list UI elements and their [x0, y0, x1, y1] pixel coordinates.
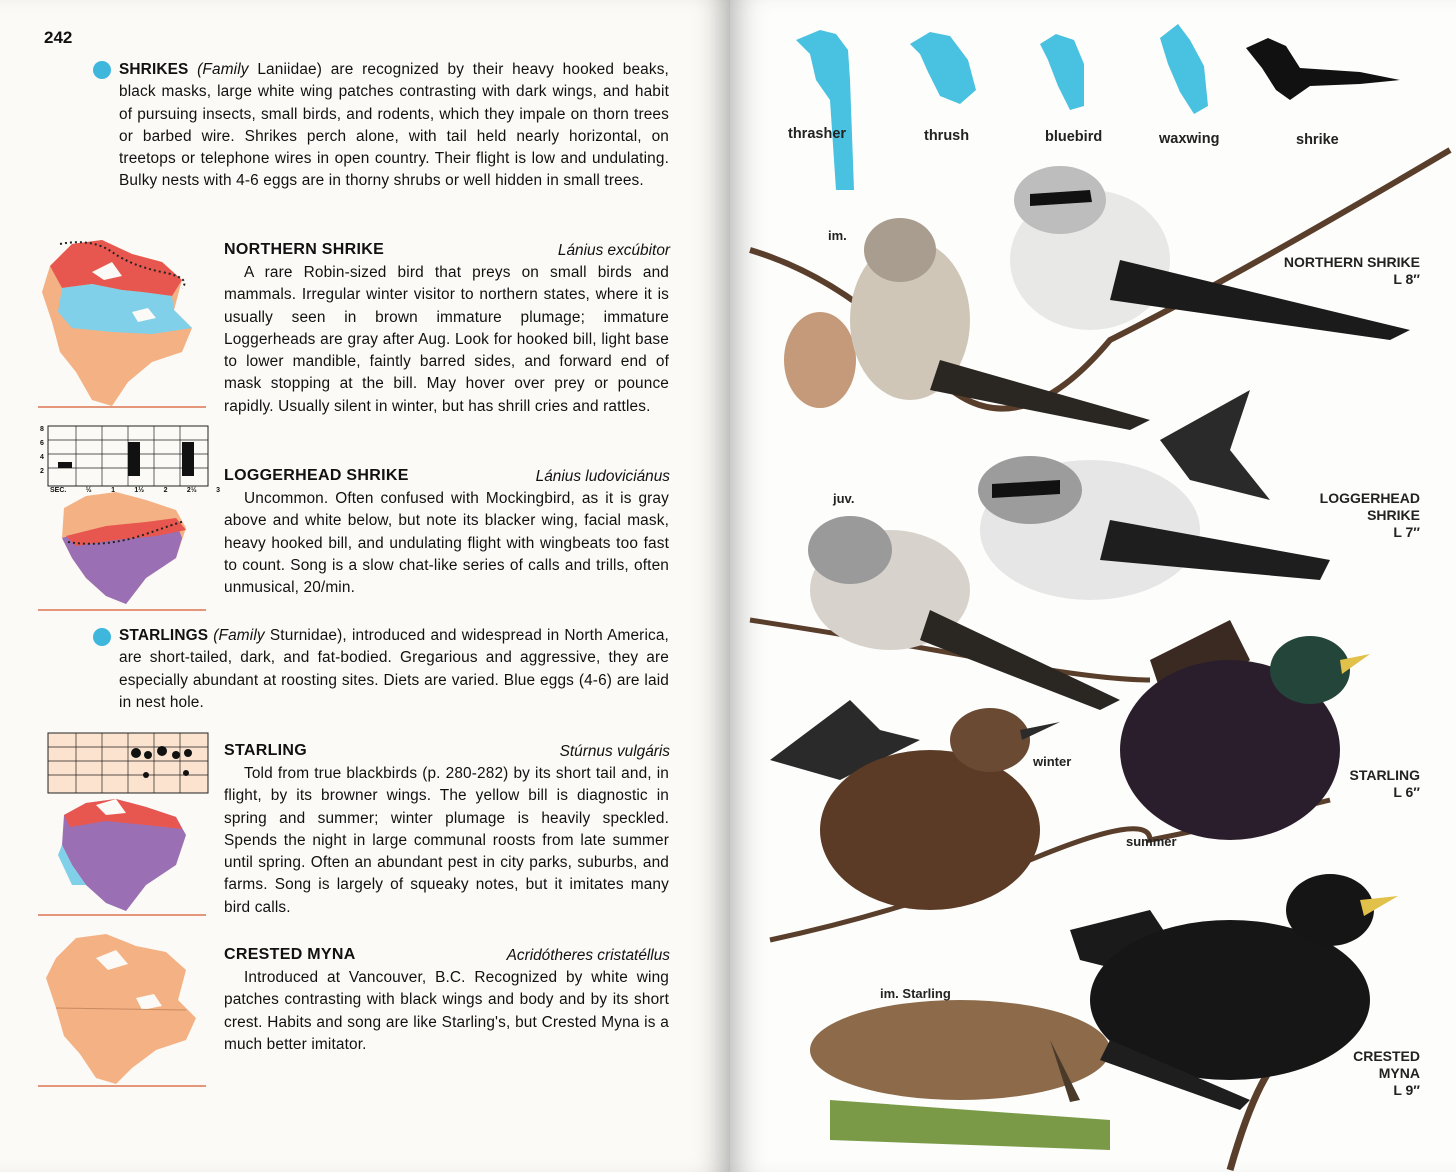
section-rule [38, 914, 206, 916]
family-name: SHRIKES [119, 61, 189, 78]
waxwing-silhouette-icon [1160, 24, 1208, 114]
page-number: 242 [44, 28, 73, 47]
family-name: STARLINGS [119, 627, 209, 644]
species-latin-name: Lánius excúbitor [557, 242, 670, 259]
plate-small-label: summer [1126, 834, 1177, 849]
silhouette-label: thrush [924, 128, 970, 144]
family-bullet-icon [93, 61, 111, 79]
family-bullet-icon [93, 628, 111, 646]
plate-species-label: NORTHERN SHRIKE L 8″ [1283, 254, 1420, 287]
species-description: Told from true blackbirds (p. 280-282) by its short tail and, in flight, by its browner wings. The yellow bill is diagnostic in spring and summer; winter plumage is heavily speckled. Spends the night in large communal roosts from late summer until spring. Often an abundant pest in city parks, suburbs, and farms. Song is largely of squeaky notes, but it imitates many bird calls. [224, 765, 669, 916]
loggerhead-sonagram [36, 418, 216, 614]
plate-small-label: winter [1033, 754, 1072, 769]
silhouette-label: thrasher [788, 126, 847, 142]
species-latin-name: Acridótheres cristatéllus [506, 947, 670, 964]
silhouette-label: bluebird [1045, 129, 1103, 145]
sonagram-x-ticks: SEC. ½ 1 1½ 2 2½ 3 [50, 487, 220, 494]
bluebird-silhouette-icon [1040, 34, 1084, 110]
northern-shrike-adult-illustration [1010, 166, 1410, 340]
silhouette-label: shrike [1296, 132, 1339, 148]
immature-starling-illustration [810, 1000, 1110, 1150]
right-page [730, 0, 1456, 1172]
section-rule [38, 1085, 206, 1087]
species-name: NORTHERN SHRIKE [224, 241, 385, 258]
flying-shrike-illustration [1160, 390, 1270, 500]
thrush-silhouette-icon [910, 32, 976, 104]
northern-shrike-range-map [32, 232, 212, 410]
section-rule [38, 406, 206, 408]
plate-species-label: LOGGERHEAD SHRIKE L 7″ [1319, 490, 1420, 540]
shrike-silhouette-icon [1246, 38, 1400, 100]
species-latin-name: Stúrnus vulgáris [559, 743, 670, 760]
plate-species-label: STARLING L 6″ [1349, 767, 1420, 800]
species-description: Introduced at Vancouver, B.C. Recognized by white wing patches contrasting with black wings and body and by its short crest. Habits and song are like Starling's, but Crested Myna is a much better imitator. [224, 969, 669, 1053]
section-rule [38, 609, 206, 611]
shrikes-family-paragraph: SHRIKES (Family Laniidae) are recognized by their heavy hooked beaks, black masks, large white wing patches contrasting with dark wings, and habit of pursuing insects, small birds, and rodents, which they impale on thorn trees or barbed wire. Shrikes perch alone, with tail held nearly horizontal, on treetops or telephone wires in open country. Their flight is low and undulating. Bulky nests with 4-6 eggs are in thorny shrubs or well hidden in small trees. [119, 61, 669, 190]
species-latin-name: Lánius ludoviciánus [535, 468, 670, 485]
species-description: Uncommon. Often confused with Mockingbird, as it is gray above and white below, but note its blacker wing, facial mask, heavy hooked bill, and undulating flight with wingbeats too fast to count. Song is a slow chat-like series of calls and trills, often unmusical, 20/min. [224, 490, 669, 597]
crested-myna-range-map [36, 928, 216, 1088]
plate-small-label: im. Starling [880, 986, 951, 1001]
plate-small-label: im. [828, 228, 847, 243]
silhouette-label: waxwing [1159, 131, 1220, 147]
plate-species-label: CRESTED MYNA L 9″ [1353, 1048, 1420, 1098]
species-description: A rare Robin-sized bird that preys on small birds and mammals. Irregular winter visitor to northern states, where it is usually seen in brown immature plumage; immature Loggerheads are gray after Aug. Look for hooked bill, light base to lower mandible, faintly barred sides, and forward end of mask stopping at the bill. May hover over prey or pounce rapidly. Usually silent in winter, but has shrill cries and rattles. [224, 264, 669, 415]
sonagram-y-ticks: 8 6 4 2 [40, 426, 44, 475]
starlings-family-paragraph: STARLINGS (Family Sturnidae), introduced and widespread in North America, are short-tailed, dark, and fat-bodied. Gregarious and aggressive, they are especially abundant at roosting sites. Diets are varied. Blue eggs (4-6) are laid in nest hole. [119, 627, 669, 711]
plate-small-label: juv. [833, 491, 855, 506]
starling-sonagram [36, 725, 216, 921]
bird-plate-illustration [730, 140, 1456, 1172]
species-name: LOGGERHEAD SHRIKE [224, 467, 409, 484]
species-name: STARLING [224, 742, 307, 759]
species-name: CRESTED MYNA [224, 946, 356, 963]
